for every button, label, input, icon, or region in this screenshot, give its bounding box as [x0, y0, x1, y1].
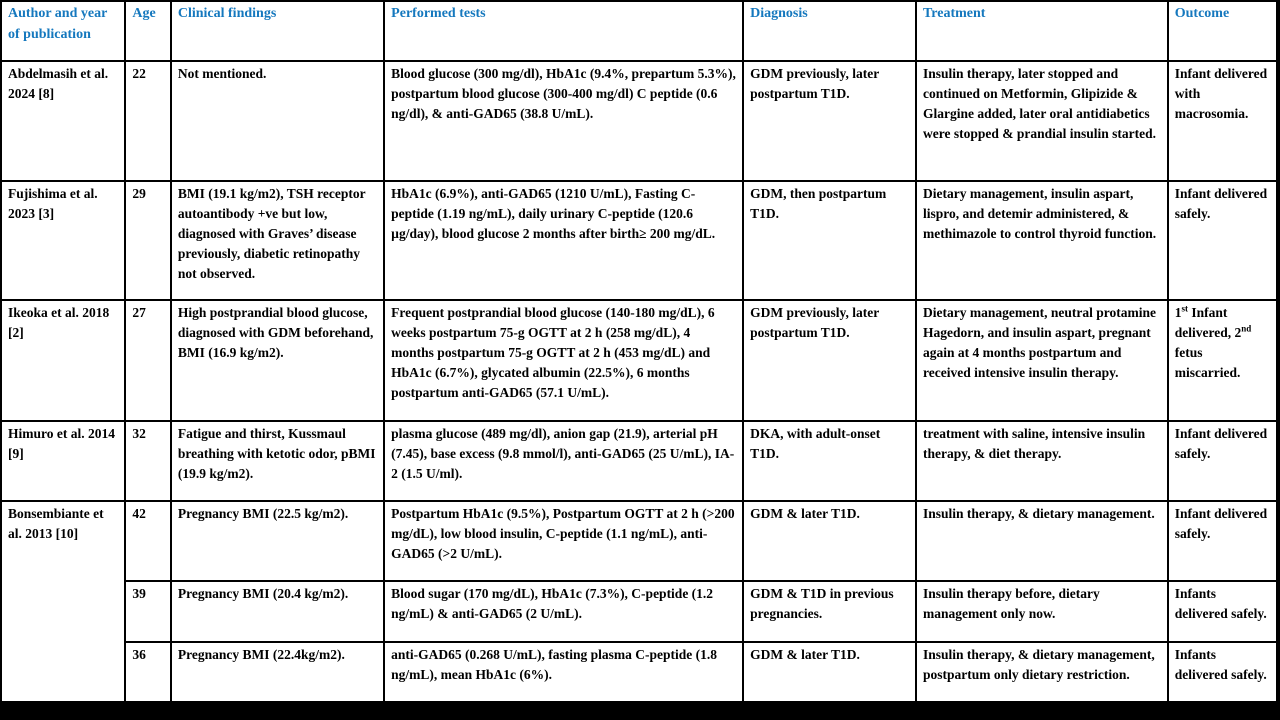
- author-cell: Fujishima et al. 2023 [3]: [1, 181, 125, 300]
- treatment-cell: Insulin therapy, later stopped and continued on Metformin, Glipizide & Glargine added, later oral antidiabetics were stopped & prandial insulin started.: [916, 61, 1168, 181]
- age-cell: 29: [125, 181, 170, 300]
- author-cell: Abdelmasih et al. 2024 [8]: [1, 61, 125, 181]
- outcome-cell: Infant delivered with macrosomia.: [1168, 61, 1277, 181]
- performed-tests-cell: plasma glucose (489 mg/dl), anion gap (21.9), arterial pH (7.45), base excess (9.8 mmol/l), anti-GAD65 (25 U/mL), IA-2 (1.5 U/ml).: [384, 421, 743, 501]
- col-header-age: Age: [125, 1, 170, 61]
- header-row: [1, 1, 1277, 61]
- age-cell: 36: [125, 642, 170, 702]
- outcome-text: 1: [1174, 305, 1182, 320]
- diagnosis-cell: GDM previously, later postpartum T1D.: [743, 300, 916, 421]
- outcome-cell: Infant delivered safely.: [1168, 421, 1277, 501]
- outcome-cell: Infant delivered safely.: [1168, 501, 1277, 581]
- clinical-findings-cell: Pregnancy BMI (20.4 kg/m2).: [171, 581, 384, 642]
- outcome-text: Infant delivered, 2: [1174, 305, 1242, 340]
- table-row: [1, 581, 1277, 642]
- col-header-treatment: Treatment: [916, 1, 1168, 61]
- treatment-cell: treatment with saline, intensive insulin therapy, & diet therapy.: [916, 421, 1168, 501]
- treatment-cell: Insulin therapy before, dietary management only now.: [916, 581, 1168, 642]
- diagnosis-cell: GDM previously, later postpartum T1D.: [743, 61, 916, 181]
- clinical-findings-cell: Pregnancy BMI (22.5 kg/m2).: [171, 501, 384, 581]
- diagnosis-cell: GDM & later T1D.: [743, 501, 916, 581]
- treatment-cell: Dietary management, neutral protamine Hagedorn, and insulin aspart, pregnant again at 4 months postpartum and received intensive insulin therapy.: [916, 300, 1168, 421]
- age-cell: 27: [125, 300, 170, 421]
- col-header-author: Author and year of publication: [1, 1, 125, 61]
- outcome-cell: Infants delivered safely.: [1168, 642, 1277, 702]
- performed-tests-cell: Frequent postprandial blood glucose (140-180 mg/dL), 6 weeks postpartum 75-g OGTT at 2 h (258 mg/dL), 4 months postpartum 75-g OGTT at 2 h (453 mg/dL) and HbA1c (6.7%), glycated albumin (22.5%), 6 months postpartum anti-GAD65 (57.1 U/mL).: [384, 300, 743, 421]
- diagnosis-cell: GDM & T1D in previous pregnancies.: [743, 581, 916, 642]
- col-header-diagnosis: Diagnosis: [743, 1, 916, 61]
- diagnosis-cell: GDM & later T1D.: [743, 642, 916, 702]
- age-cell: 32: [125, 421, 170, 501]
- author-cell: Bonsembiante et al. 2013 [10]: [1, 501, 125, 702]
- age-cell: 42: [125, 501, 170, 581]
- performed-tests-cell: Blood glucose (300 mg/dl), HbA1c (9.4%, prepartum 5.3%), postpartum blood glucose (300-400 mg/dl) C peptide (0.6 ng/dl), & anti-GAD65 (38.8 U/mL).: [384, 61, 743, 181]
- ordinal-superscript: nd: [1241, 323, 1252, 334]
- performed-tests-cell: anti-GAD65 (0.268 U/mL), fasting plasma C-peptide (1.8 ng/mL), mean HbA1c (6%).: [384, 642, 743, 702]
- col-header-performed-tests: Performed tests: [384, 1, 743, 61]
- age-cell: 39: [125, 581, 170, 642]
- table-row: [1, 642, 1277, 702]
- outcome-text: fetus miscarried.: [1174, 344, 1241, 380]
- age-cell: 22: [125, 61, 170, 181]
- clinical-findings-cell: Pregnancy BMI (22.4kg/m2).: [171, 642, 384, 702]
- treatment-cell: Insulin therapy, & dietary management.: [916, 501, 1168, 581]
- col-header-outcome: Outcome: [1168, 1, 1277, 61]
- clinical-findings-cell: BMI (19.1 kg/m2), TSH receptor autoantibody +ve but low, diagnosed with Graves’ disease previously, diabetic retinopathy not observed.: [171, 181, 384, 300]
- treatment-cell: Dietary management, insulin aspart, lispro, and detemir administered, & methimazole to control thyroid function.: [916, 181, 1168, 300]
- table-row: [1, 61, 1277, 181]
- outcome-cell: Infants delivered safely.: [1168, 581, 1277, 642]
- performed-tests-cell: Postpartum HbA1c (9.5%), Postpartum OGTT at 2 h (>200 mg/dL), low blood insulin, C-peptide (1.1 ng/mL), anti-GAD65 (>2 U/mL).: [384, 501, 743, 581]
- col-header-clinical-findings: Clinical findings: [171, 1, 384, 61]
- table-row: [1, 300, 1277, 421]
- outcome-cell: Infant delivered safely.: [1168, 181, 1277, 300]
- clinical-findings-cell: Fatigue and thirst, Kussmaul breathing with ketotic odor, pBMI (19.9 kg/m2).: [171, 421, 384, 501]
- clinical-findings-cell: High postprandial blood glucose, diagnosed with GDM beforehand, BMI (16.9 kg/m2).: [171, 300, 384, 421]
- table-row: [1, 421, 1277, 501]
- clinical-findings-cell: Not mentioned.: [171, 61, 384, 181]
- outcome-cell: [1168, 300, 1277, 421]
- performed-tests-cell: HbA1c (6.9%), anti-GAD65 (1210 U/mL), Fasting C-peptide (1.19 ng/mL), daily urinary C-peptide (120.6 µg/day), blood glucose 2 months after birth≥ 200 mg/dL.: [384, 181, 743, 300]
- diagnosis-cell: GDM, then postpartum T1D.: [743, 181, 916, 300]
- table-row: [1, 501, 1277, 581]
- ordinal-superscript: st: [1181, 303, 1188, 314]
- performed-tests-cell: Blood sugar (170 mg/dL), HbA1c (7.3%), C-peptide (1.2 ng/mL) & anti-GAD65 (2 U/mL).: [384, 581, 743, 642]
- diagnosis-cell: DKA, with adult-onset T1D.: [743, 421, 916, 501]
- author-cell: Ikeoka et al. 2018 [2]: [1, 300, 125, 421]
- treatment-cell: Insulin therapy, & dietary management, postpartum only dietary restriction.: [916, 642, 1168, 702]
- author-cell: Himuro et al. 2014 [9]: [1, 421, 125, 501]
- table-row: [1, 181, 1277, 300]
